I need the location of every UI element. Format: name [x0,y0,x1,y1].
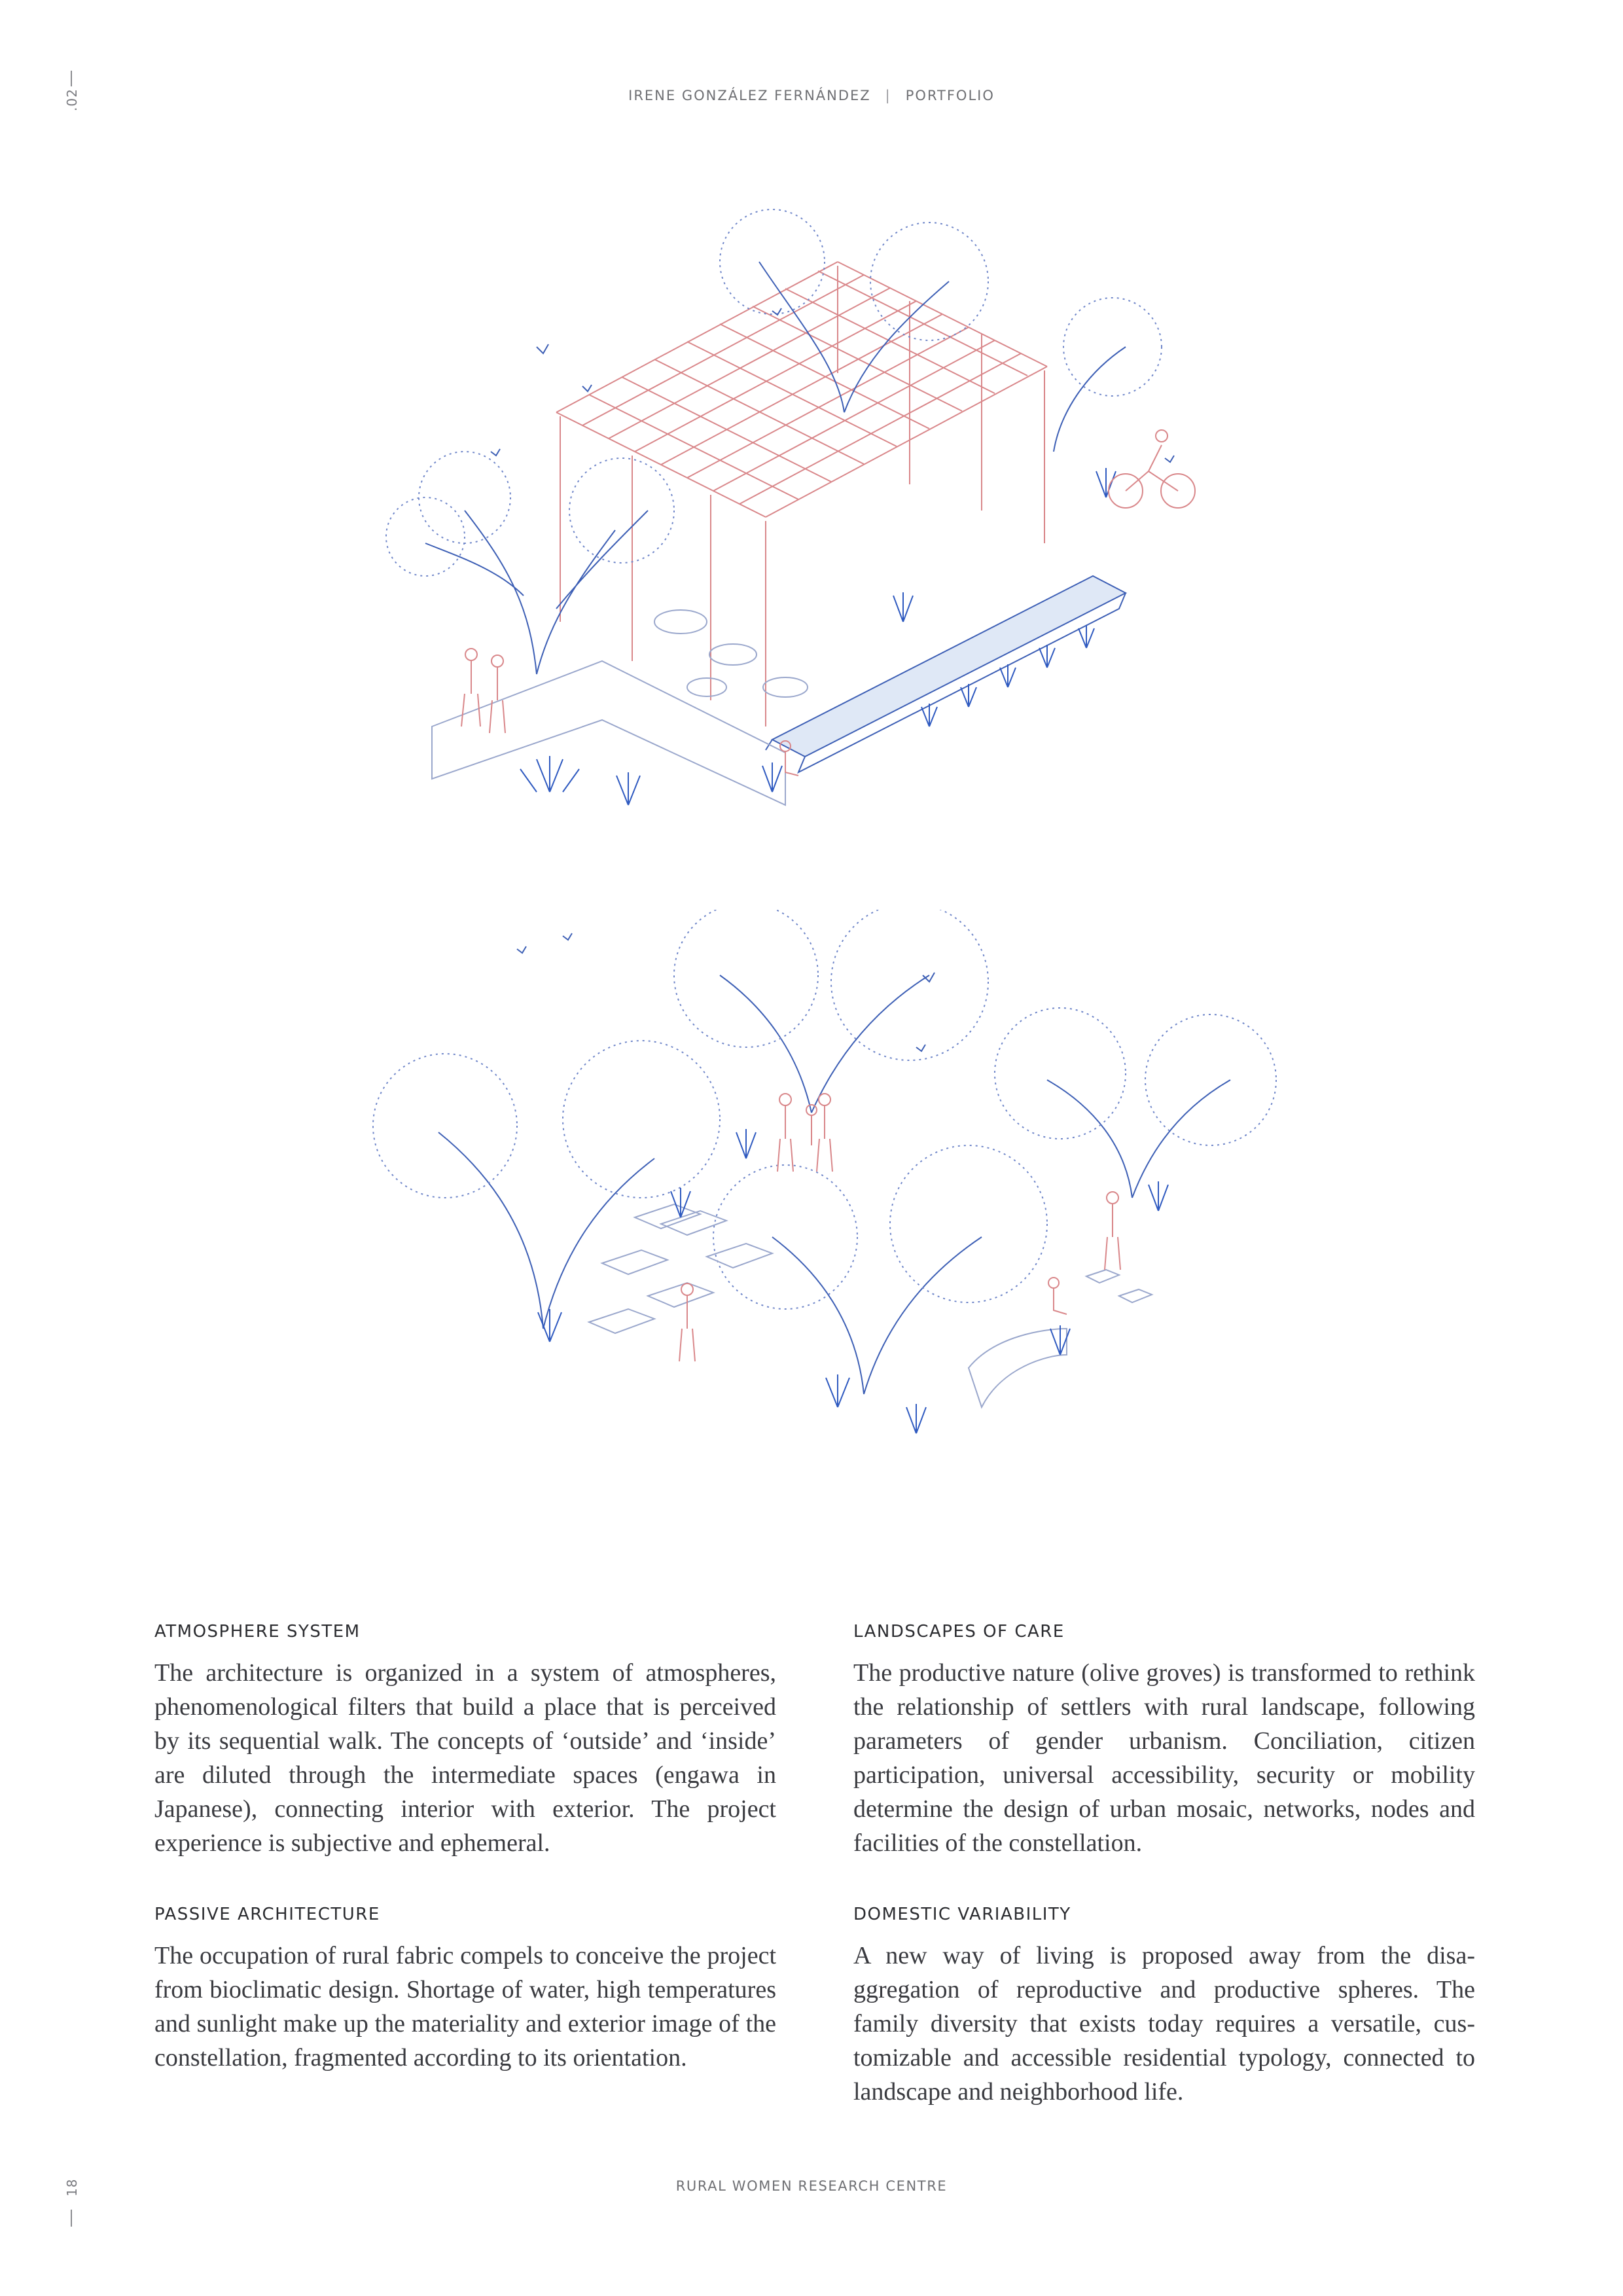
care-section [853,1622,1475,1860]
domestic-section [853,1905,1475,2109]
care-body: The productive nature (olive groves) is transformed to rethink the relationship of settlers with rural landscape, following parameters of gender urbanism. Conciliation, citizen participation, universal accessibility, security or mobility determine the design of urban mosaic, networks, nodes and facilities of the constellation. [853,1659,1475,1857]
passive-section [154,1905,776,2075]
gabion-wall [432,661,785,805]
birds [491,308,1174,462]
olive-grove-drawing [340,910,1283,1486]
page-header [0,88,1623,103]
atmosphere-title: ATMOSPHERE SYSTEM [154,1622,361,1641]
water-channel [766,576,1126,772]
chapter-number: .02 [64,88,80,111]
domestic-body: A new way of living is proposed away from the disaggregation of reproductive and productive spheres. The family diversity that exists today requires a versatile, customizable and accessible residential typology, connected to landscape and neighborhood life. [853,1942,1475,2106]
paving-stones [654,610,808,697]
care-title: LANDSCAPES OF CARE [853,1622,1065,1641]
author-name: IRENE GONZÁLEZ FERNÁNDEZ [628,88,871,103]
chapter-marker [63,71,79,130]
passive-title: PASSIVE ARCHITECTURE [154,1905,380,1924]
atmosphere-body: The architecture is organized in a system of atmospheres, phenomenological filters that build a place that is perceived by its sequential walk. The concepts of ‘outside’ and ‘inside’ are diluted through the intermediate spaces (engawa in Japanese), connecting interior with exterior. The project experience is subjective and ephemeral. [154,1659,776,1857]
axonometric-pergola-illustration [340,203,1283,844]
page-footer: RURAL WOMEN RESEARCH CENTRE [675,2178,948,2194]
grove-trees [373,910,1276,1394]
header-separator: | [885,88,891,103]
stepping-stones [589,1204,1152,1407]
grove-birds [517,933,935,1051]
chapter-tick [71,71,72,86]
olive-grove-illustration [340,910,1283,1486]
page-number-tick [71,2210,72,2227]
grove-grasses [538,1129,1168,1433]
page-number: 18 [64,2178,80,2197]
portfolio-label: PORTFOLIO [905,88,995,103]
passive-body: The occupation of rural fabric compels to conceive the project from bioclimatic design. Shortage of water, high temperatures and sunlight make up the materiality and exterior image of the constellation, fragmented according to its orientation. [154,1942,776,2072]
atmosphere-section [154,1622,776,1860]
domestic-title: DOMESTIC VARIABILITY [853,1905,1071,1924]
pergola-drawing [340,203,1283,844]
